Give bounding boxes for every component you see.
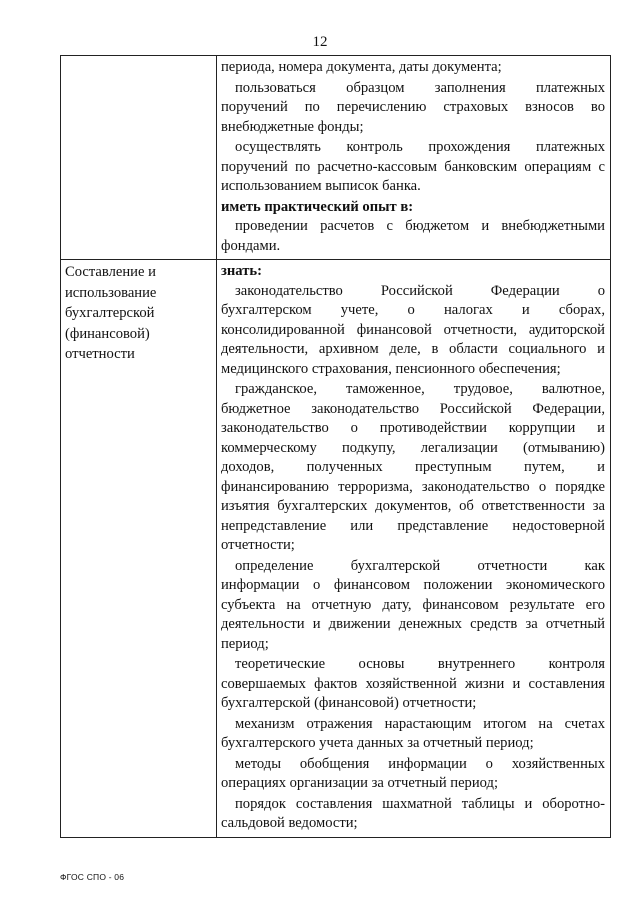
competency-title-line: отчетности — [65, 346, 135, 362]
text-line: проведении расчетов с бюджетом и внебюджетными — [235, 218, 605, 234]
list-item — [221, 755, 605, 794]
text-line: пользоваться образцом заполнения платежных — [235, 79, 605, 96]
text-line: поручений по перечислению страховых взносов во — [221, 99, 605, 115]
experience-heading: иметь практический опыт в: — [221, 198, 414, 215]
competency-table — [60, 55, 611, 838]
text-line: медицинского страхования, пенсионного обеспечения; — [221, 360, 561, 377]
text-line: законодательство Российской Федерации о — [235, 282, 605, 299]
text-line: коммерческому подкупу, легализации (отмыванию) — [221, 439, 605, 456]
text-line: поручений по расчетно-кассовым банковским операциям с — [221, 158, 605, 175]
list-item — [221, 79, 605, 138]
competency-title-line: использование — [65, 284, 157, 301]
list-item — [221, 282, 605, 380]
text-line: операциях организации за отчетный период; — [221, 775, 499, 791]
table-row — [61, 56, 611, 260]
requirements-cell — [217, 56, 611, 260]
list-item — [221, 557, 605, 655]
requirements-cell — [217, 260, 611, 838]
list-item — [221, 795, 605, 834]
list-item — [221, 217, 605, 256]
text-line: финансированию терроризма, законодательство о порядке — [221, 478, 605, 495]
table-row — [61, 260, 611, 838]
text-line: порядок составления шахматной таблицы и оборотно- — [235, 795, 605, 812]
text-line: периода, номера документа, даты документа; — [221, 59, 502, 75]
skills-list — [221, 58, 605, 197]
text-line: методы обобщения информации о хозяйственных — [235, 755, 605, 772]
document-footer: ФГОС СПО - 06 — [60, 872, 125, 882]
text-line: непредставление или представление недостоверной — [221, 517, 605, 534]
text-line: гражданское, таможенное, трудовое, валютное, — [235, 381, 605, 397]
competency-title-line: Составление и — [65, 264, 156, 280]
text-line: внебюджетные фонды; — [221, 118, 364, 135]
list-item — [221, 138, 605, 197]
page-number: 12 — [312, 34, 328, 50]
knowledge-list — [221, 282, 605, 834]
competency-cell — [61, 260, 217, 838]
text-line: бухгалтерском учете, о налогах и сборах, — [221, 302, 605, 318]
list-item — [221, 655, 605, 714]
text-line: бухгалтерской (финансовой) отчетности; — [221, 695, 477, 711]
text-line: определение бухгалтерской отчетности как — [235, 557, 605, 574]
experience-list — [221, 217, 605, 256]
list-item — [221, 715, 605, 754]
list-item — [221, 380, 605, 556]
text-line: деятельности и движении денежных средств за отчетный — [221, 616, 605, 632]
text-line: фондами. — [221, 237, 281, 254]
text-line: консолидированной финансовой отчетности, аудиторской — [221, 321, 605, 338]
text-line: законодательство о противодействии коррупции и — [221, 420, 605, 436]
competency-title-line: бухгалтерской — [65, 305, 155, 321]
text-line: использованием выписок банка. — [221, 178, 421, 194]
text-line: деятельности, архивном деле, в области социального и — [221, 341, 605, 357]
text-line: субъекта на отчетную дату, финансовом результате его — [221, 596, 605, 613]
text-line: бюджетное законодательство Российской Федерации, — [221, 400, 605, 417]
text-line: механизм отражения нарастающим итогом на счетах — [235, 715, 605, 732]
text-line: информации о финансовом положении экономического — [221, 577, 605, 593]
text-line: изъятия бухгалтерских документов, об ответственности за — [221, 498, 605, 514]
text-line: бухгалтерского учета данных за отчетный период; — [221, 735, 534, 751]
competency-cell — [61, 56, 217, 260]
text-line: отчетности; — [221, 537, 295, 553]
list-item — [221, 58, 605, 78]
text-line: осуществлять контроль прохождения платежных — [235, 139, 605, 155]
text-line: теоретические основы внутреннего контроля — [235, 656, 605, 672]
competency-title-line: (финансовой) — [65, 325, 150, 342]
competency-title — [65, 262, 211, 365]
text-line: сальдовой ведомости; — [221, 815, 358, 831]
text-line: совершаемых фактов хозяйственной жизни и составления — [221, 675, 605, 692]
text-line: период; — [221, 635, 269, 652]
text-line: доходов, полученных преступным путем, и — [221, 459, 605, 475]
know-heading: знать: — [221, 263, 262, 279]
